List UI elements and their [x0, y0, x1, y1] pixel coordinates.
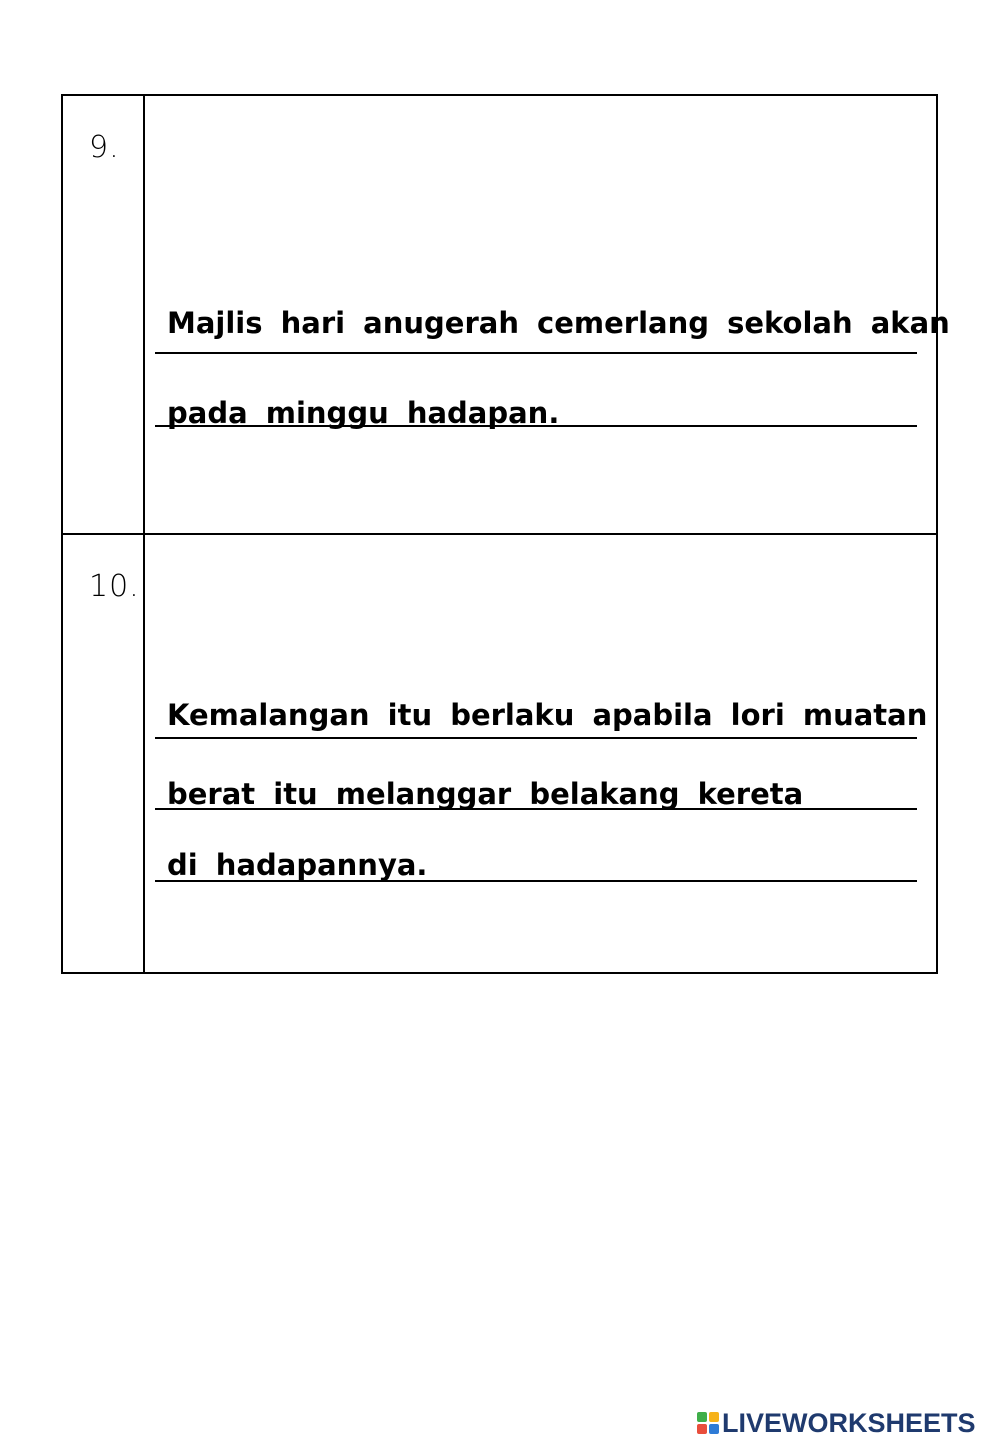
answer-text-line: Majlis hari anugerah cemerlang sekolah akan: [167, 306, 950, 340]
writing-line: [155, 425, 917, 427]
question-row-9: [63, 96, 950, 535]
answer-text-line: Kemalangan itu berlaku apabila lori muatan: [167, 698, 928, 732]
logo-text: LIVEWORKSHEETS: [722, 1407, 976, 1438]
answer-text-line: berat itu melanggar belakang kereta: [167, 777, 804, 811]
question-number: 10.: [89, 569, 140, 604]
number-cell: [63, 96, 145, 533]
question-number: 9.: [89, 130, 120, 165]
question-row-10: [63, 535, 936, 972]
answer-text-line: di hadapannya.: [167, 848, 428, 882]
liveworksheets-logo: [697, 1409, 976, 1437]
writing-line: [155, 737, 917, 739]
writing-line: [155, 880, 917, 882]
answer-text-line: pada minggu hadapan.: [167, 396, 560, 430]
number-cell: [63, 535, 145, 972]
writing-line: [155, 808, 917, 810]
writing-line: [155, 352, 917, 354]
worksheet-table: [61, 94, 950, 974]
liveworksheets-logo-icon: [697, 1412, 719, 1434]
